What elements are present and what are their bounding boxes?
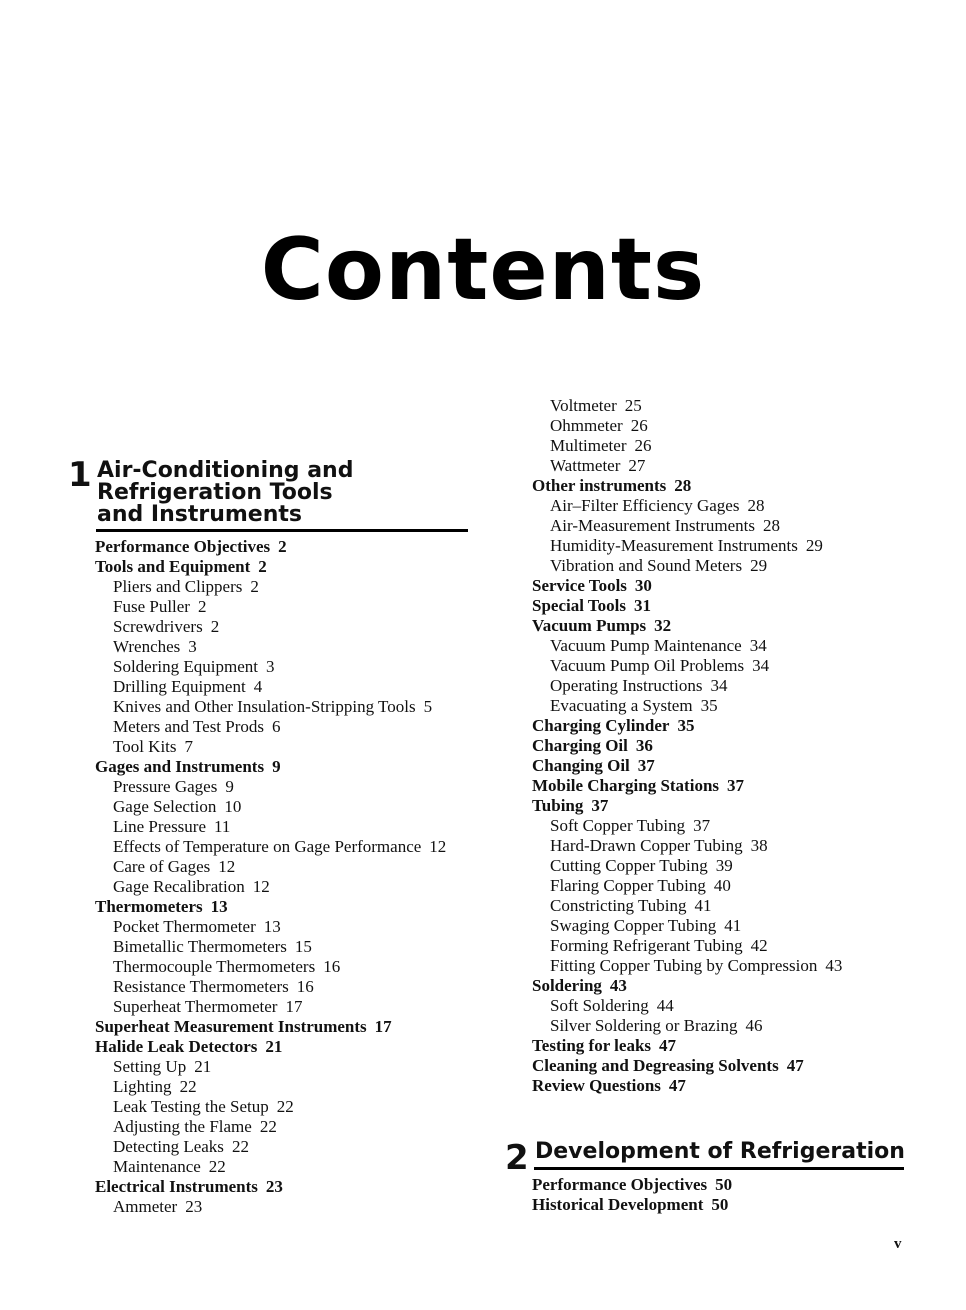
toc-subsection-entry — [532, 896, 842, 916]
toc-entry-title: Soldering Equipment — [113, 657, 258, 676]
toc-subsection-entry — [532, 956, 842, 976]
toc-entry-page: 28 — [674, 476, 692, 495]
toc-section-entry — [532, 756, 842, 776]
toc-entry-page: 32 — [654, 616, 672, 635]
toc-entry-title: Air–Filter Efficiency Gages — [550, 496, 740, 515]
toc-entry-title: Adjusting the Flame — [113, 1117, 252, 1136]
toc-entry-page: 28 — [763, 516, 781, 535]
toc-entry-title: Pressure Gages — [113, 777, 218, 796]
toc-section-entry — [95, 1037, 446, 1057]
toc-subsection-entry — [95, 597, 446, 617]
toc-subsection-entry — [532, 936, 842, 956]
toc-entry-page: 29 — [805, 536, 823, 555]
toc-entry-page: 30 — [634, 576, 652, 595]
chapter-2-number: 2 — [505, 1138, 529, 1178]
toc-subsection-entry — [95, 737, 446, 757]
toc-entry-page: 50 — [715, 1175, 733, 1194]
toc-section-entry — [532, 716, 842, 736]
toc-entry-page: 11 — [214, 817, 231, 836]
toc-entry-title: Tools and Equipment — [95, 557, 251, 576]
toc-entry-title: Service Tools — [532, 576, 627, 595]
toc-subsection-entry — [95, 1097, 446, 1117]
toc-entry-page: 36 — [635, 736, 653, 755]
toc-entry-page: 41 — [694, 896, 712, 915]
toc-subsection-entry — [95, 717, 446, 737]
toc-entry-title: Soldering — [532, 976, 602, 995]
toc-entry-title: Constricting Tubing — [550, 896, 687, 915]
toc-entry-page: 43 — [609, 976, 627, 995]
toc-entry-page: 41 — [724, 916, 742, 935]
toc-entry-page: 35 — [700, 696, 718, 715]
toc-entry-page: 34 — [710, 676, 728, 695]
toc-entry-page: 37 — [727, 776, 745, 795]
toc-subsection-entry — [532, 676, 842, 696]
toc-entry-page: 22 — [231, 1137, 249, 1156]
toc-subsection-entry — [95, 877, 446, 897]
toc-entry-title: Vibration and Sound Meters — [550, 556, 743, 575]
toc-subsection-entry — [95, 917, 446, 937]
toc-entry-title: Fitting Copper Tubing by Compression — [550, 956, 818, 975]
toc-section-entry — [95, 537, 446, 557]
toc-entry-title: Changing Oil — [532, 756, 630, 775]
toc-entry-page: 6 — [272, 717, 281, 736]
toc-entry-title: Hard-Drawn Copper Tubing — [550, 836, 743, 855]
toc-subsection-entry — [532, 996, 842, 1016]
toc-entry-page: 34 — [752, 656, 770, 675]
toc-section-entry — [532, 976, 842, 996]
toc-subsection-entry — [532, 696, 842, 716]
toc-entry-page: 37 — [693, 816, 711, 835]
toc-entry-title: Review Questions — [532, 1076, 661, 1095]
toc-entry-page: 12 — [218, 857, 236, 876]
toc-section-entry — [532, 1195, 732, 1215]
toc-entry-title: Performance Objectives — [532, 1175, 708, 1194]
toc-section-entry — [95, 1177, 446, 1197]
toc-subsection-entry — [95, 617, 446, 637]
toc-right-column — [532, 396, 842, 1096]
toc-entry-title: Vacuum Pumps — [532, 616, 647, 635]
page-folio: v — [894, 1236, 902, 1252]
toc-subsection-entry — [532, 456, 842, 476]
toc-section-entry — [532, 796, 842, 816]
toc-entry-page: 7 — [184, 737, 194, 756]
toc-entry-page: 2 — [258, 557, 267, 576]
toc-entry-page: 2 — [278, 537, 287, 556]
toc-subsection-entry — [95, 977, 446, 997]
toc-subsection-entry — [532, 836, 842, 856]
toc-entry-page: 4 — [253, 677, 263, 696]
toc-section-entry — [532, 776, 842, 796]
toc-subsection-entry — [95, 1117, 446, 1137]
toc-entry-page: 10 — [224, 797, 242, 816]
toc-entry-title: Voltmeter — [550, 396, 617, 415]
page-title: Contents — [260, 220, 706, 320]
toc-entry-page: 35 — [677, 716, 695, 735]
chapter-1-rule — [96, 529, 468, 532]
toc-entry-title: Mobile Charging Stations — [532, 776, 720, 795]
toc-entry-page: 44 — [656, 996, 674, 1015]
toc-entry-title: Superheat Thermometer — [113, 997, 278, 1016]
toc-subsection-entry — [532, 556, 842, 576]
toc-subsection-entry — [532, 416, 842, 436]
toc-entry-title: Drilling Equipment — [113, 677, 246, 696]
toc-entry-title: Care of Gages — [113, 857, 211, 876]
toc-entry-page: 25 — [624, 396, 642, 415]
toc-subsection-entry — [532, 916, 842, 936]
toc-entry-page: 16 — [323, 957, 341, 976]
toc-entry-page: 2 — [250, 577, 259, 596]
toc-entry-page: 40 — [713, 876, 731, 895]
toc-entry-title: Soft Copper Tubing — [550, 816, 686, 835]
toc-entry-title: Superheat Measurement Instruments — [95, 1017, 367, 1036]
toc-section-entry — [532, 1076, 842, 1096]
toc-subsection-entry — [95, 837, 446, 857]
toc-entry-title: Historical Development — [532, 1195, 704, 1214]
toc-entry-title: Detecting Leaks — [113, 1137, 224, 1156]
toc-entry-title: Charging Cylinder — [532, 716, 670, 735]
toc-entry-title: Knives and Other Insulation-Stripping Tools — [113, 697, 416, 716]
toc-entry-page: 16 — [296, 977, 314, 996]
toc-entry-page: 22 — [276, 1097, 294, 1116]
chapter-1-title: Air-Conditioning and Refrigeration Tools and Instruments — [97, 458, 354, 527]
toc-section-entry — [532, 736, 842, 756]
toc-subsection-entry — [532, 396, 842, 416]
toc-entry-title: Cleaning and Degreasing Solvents — [532, 1056, 779, 1075]
toc-subsection-entry — [95, 1137, 446, 1157]
toc-section-entry — [532, 576, 842, 596]
toc-entry-title: Testing for leaks — [532, 1036, 652, 1055]
toc-entry-page: 17 — [374, 1017, 392, 1036]
toc-entry-title: Forming Refrigerant Tubing — [550, 936, 743, 955]
toc-entry-title: Setting Up — [113, 1057, 187, 1076]
toc-entry-title: Swaging Copper Tubing — [550, 916, 717, 935]
toc-entry-page: 28 — [747, 496, 765, 515]
toc-entry-title: Vacuum Pump Maintenance — [550, 636, 742, 655]
toc-entry-title: Wattmeter — [550, 456, 621, 475]
toc-entry-page: 3 — [188, 637, 197, 656]
toc-entry-page: 27 — [628, 456, 646, 475]
toc-entry-title: Resistance Thermometers — [113, 977, 289, 996]
chapter-1-number: 1 — [68, 455, 92, 495]
toc-entry-title: Meters and Test Prods — [113, 717, 265, 736]
toc-entry-page: 37 — [637, 756, 655, 775]
toc-entry-page: 23 — [265, 1177, 283, 1196]
toc-section-entry — [532, 596, 842, 616]
toc-entry-page: 9 — [225, 777, 234, 796]
toc-section-entry — [532, 1036, 842, 1056]
toc-entry-title: Pocket Thermometer — [113, 917, 256, 936]
toc-entry-page: 3 — [265, 657, 275, 676]
toc-entry-title: Gage Selection — [113, 797, 217, 816]
toc-entry-title: Effects of Temperature on Gage Performance — [113, 837, 422, 856]
toc-section-entry — [95, 557, 446, 577]
toc-subsection-entry — [95, 797, 446, 817]
toc-subsection-entry — [95, 937, 446, 957]
toc-section-entry — [532, 1175, 732, 1195]
toc-entry-title: Halide Leak Detectors — [95, 1037, 258, 1056]
toc-entry-title: Vacuum Pump Oil Problems — [550, 656, 745, 675]
toc-entry-title: Air-Measurement Instruments — [550, 516, 756, 535]
toc-entry-title: Tubing — [532, 796, 584, 815]
toc-entry-title: Multimeter — [550, 436, 627, 455]
toc-entry-title: Thermocouple Thermometers — [113, 957, 316, 976]
toc-entry-page: 9 — [272, 757, 281, 776]
toc-entry-title: Wrenches — [113, 637, 181, 656]
toc-entry-title: Fuse Puller — [113, 597, 190, 616]
toc-entry-page: 46 — [745, 1016, 763, 1035]
toc-entry-title: Tool Kits — [113, 737, 177, 756]
toc-entry-page: 2 — [197, 597, 207, 616]
toc-subsection-entry — [95, 1197, 446, 1217]
toc-subsection-entry — [95, 777, 446, 797]
toc-entry-page: 37 — [591, 796, 609, 815]
toc-subsection-entry — [532, 856, 842, 876]
toc-entry-page: 39 — [715, 856, 733, 875]
toc-entry-title: Soft Soldering — [550, 996, 649, 1015]
toc-entry-title: Ammeter — [113, 1197, 178, 1216]
chapter-2-rule — [534, 1167, 904, 1170]
toc-entry-title: Charging Oil — [532, 736, 628, 755]
toc-subsection-entry — [95, 657, 446, 677]
toc-entry-page: 13 — [210, 897, 228, 916]
toc-section-entry — [95, 757, 446, 777]
toc-section-entry — [95, 897, 446, 917]
toc-subsection-entry — [532, 496, 842, 516]
toc-subsection-entry — [532, 536, 842, 556]
toc-subsection-entry — [95, 677, 446, 697]
toc-subsection-entry — [95, 817, 446, 837]
toc-entry-page: 47 — [668, 1076, 686, 1095]
toc-subsection-entry — [95, 857, 446, 877]
toc-entry-title: Gages and Instruments — [95, 757, 265, 776]
toc-subsection-entry — [532, 656, 842, 676]
toc-subsection-entry — [532, 516, 842, 536]
toc-entry-title: Maintenance — [113, 1157, 201, 1176]
toc-subsection-entry — [95, 697, 446, 717]
toc-subsection-entry — [95, 997, 446, 1017]
toc-entry-page: 5 — [423, 697, 433, 716]
toc-entry-title: Performance Objectives — [95, 537, 271, 556]
chapter-2-title: Development of Refrigeration — [535, 1139, 905, 1164]
toc-entry-title: Screwdrivers — [113, 617, 203, 636]
toc-entry-page: 2 — [210, 617, 220, 636]
toc-subsection-entry — [95, 577, 446, 597]
toc-entry-page: 47 — [786, 1056, 804, 1075]
toc-subsection-entry — [95, 1057, 446, 1077]
toc-section-entry — [532, 616, 842, 636]
toc-entry-page: 12 — [252, 877, 270, 896]
toc-entry-title: Leak Testing the Setup — [113, 1097, 269, 1116]
toc-entry-title: Silver Soldering or Brazing — [550, 1016, 738, 1035]
toc-section-entry — [532, 1056, 842, 1076]
toc-subsection-entry — [532, 816, 842, 836]
toc-subsection-entry — [532, 876, 842, 896]
toc-entry-page: 47 — [659, 1036, 677, 1055]
toc-entry-page: 26 — [630, 416, 648, 435]
toc-entry-page: 22 — [179, 1077, 197, 1096]
toc-section-entry — [532, 476, 842, 496]
toc-entry-page: 21 — [194, 1057, 212, 1076]
toc-subsection-entry — [532, 636, 842, 656]
toc-subsection-entry — [95, 1157, 446, 1177]
toc-entry-page: 43 — [825, 956, 843, 975]
toc-entry-title: Electrical Instruments — [95, 1177, 258, 1196]
toc-subsection-entry — [95, 1077, 446, 1097]
toc-entry-title: Operating Instructions — [550, 676, 703, 695]
toc-subsection-entry — [95, 957, 446, 977]
toc-entry-title: Pliers and Clippers — [113, 577, 243, 596]
toc-entry-page: 29 — [750, 556, 768, 575]
toc-entry-page: 12 — [429, 837, 447, 856]
toc-entry-title: Thermometers — [95, 897, 203, 916]
toc-chapter-2-entries — [532, 1175, 732, 1215]
toc-entry-page: 23 — [185, 1197, 203, 1216]
toc-entry-title: Ohmmeter — [550, 416, 623, 435]
toc-entry-page: 34 — [749, 636, 767, 655]
toc-entry-page: 22 — [259, 1117, 277, 1136]
toc-entry-title: Cutting Copper Tubing — [550, 856, 708, 875]
toc-section-entry — [95, 1017, 446, 1037]
toc-entry-title: Humidity-Measurement Instruments — [550, 536, 798, 555]
toc-entry-title: Gage Recalibration — [113, 877, 245, 896]
toc-entry-page: 26 — [634, 436, 652, 455]
toc-entry-page: 21 — [265, 1037, 283, 1056]
toc-entry-title: Evacuating a System — [550, 696, 693, 715]
toc-entry-page: 13 — [263, 917, 281, 936]
toc-entry-title: Line Pressure — [113, 817, 207, 836]
toc-entry-page: 38 — [750, 836, 768, 855]
toc-entry-title: Lighting — [113, 1077, 172, 1096]
toc-left-column — [95, 537, 446, 1217]
toc-entry-page: 42 — [750, 936, 768, 955]
toc-subsection-entry — [95, 637, 446, 657]
toc-entry-title: Flaring Copper Tubing — [550, 876, 706, 895]
toc-entry-title: Special Tools — [532, 596, 627, 615]
toc-entry-page: 31 — [634, 596, 652, 615]
toc-entry-page: 50 — [711, 1195, 729, 1214]
toc-entry-title: Bimetallic Thermometers — [113, 937, 287, 956]
toc-entry-page: 17 — [285, 997, 303, 1016]
toc-entry-page: 22 — [208, 1157, 226, 1176]
toc-entry-title: Other instruments — [532, 476, 667, 495]
toc-subsection-entry — [532, 1016, 842, 1036]
toc-subsection-entry — [532, 436, 842, 456]
toc-entry-page: 15 — [294, 937, 312, 956]
